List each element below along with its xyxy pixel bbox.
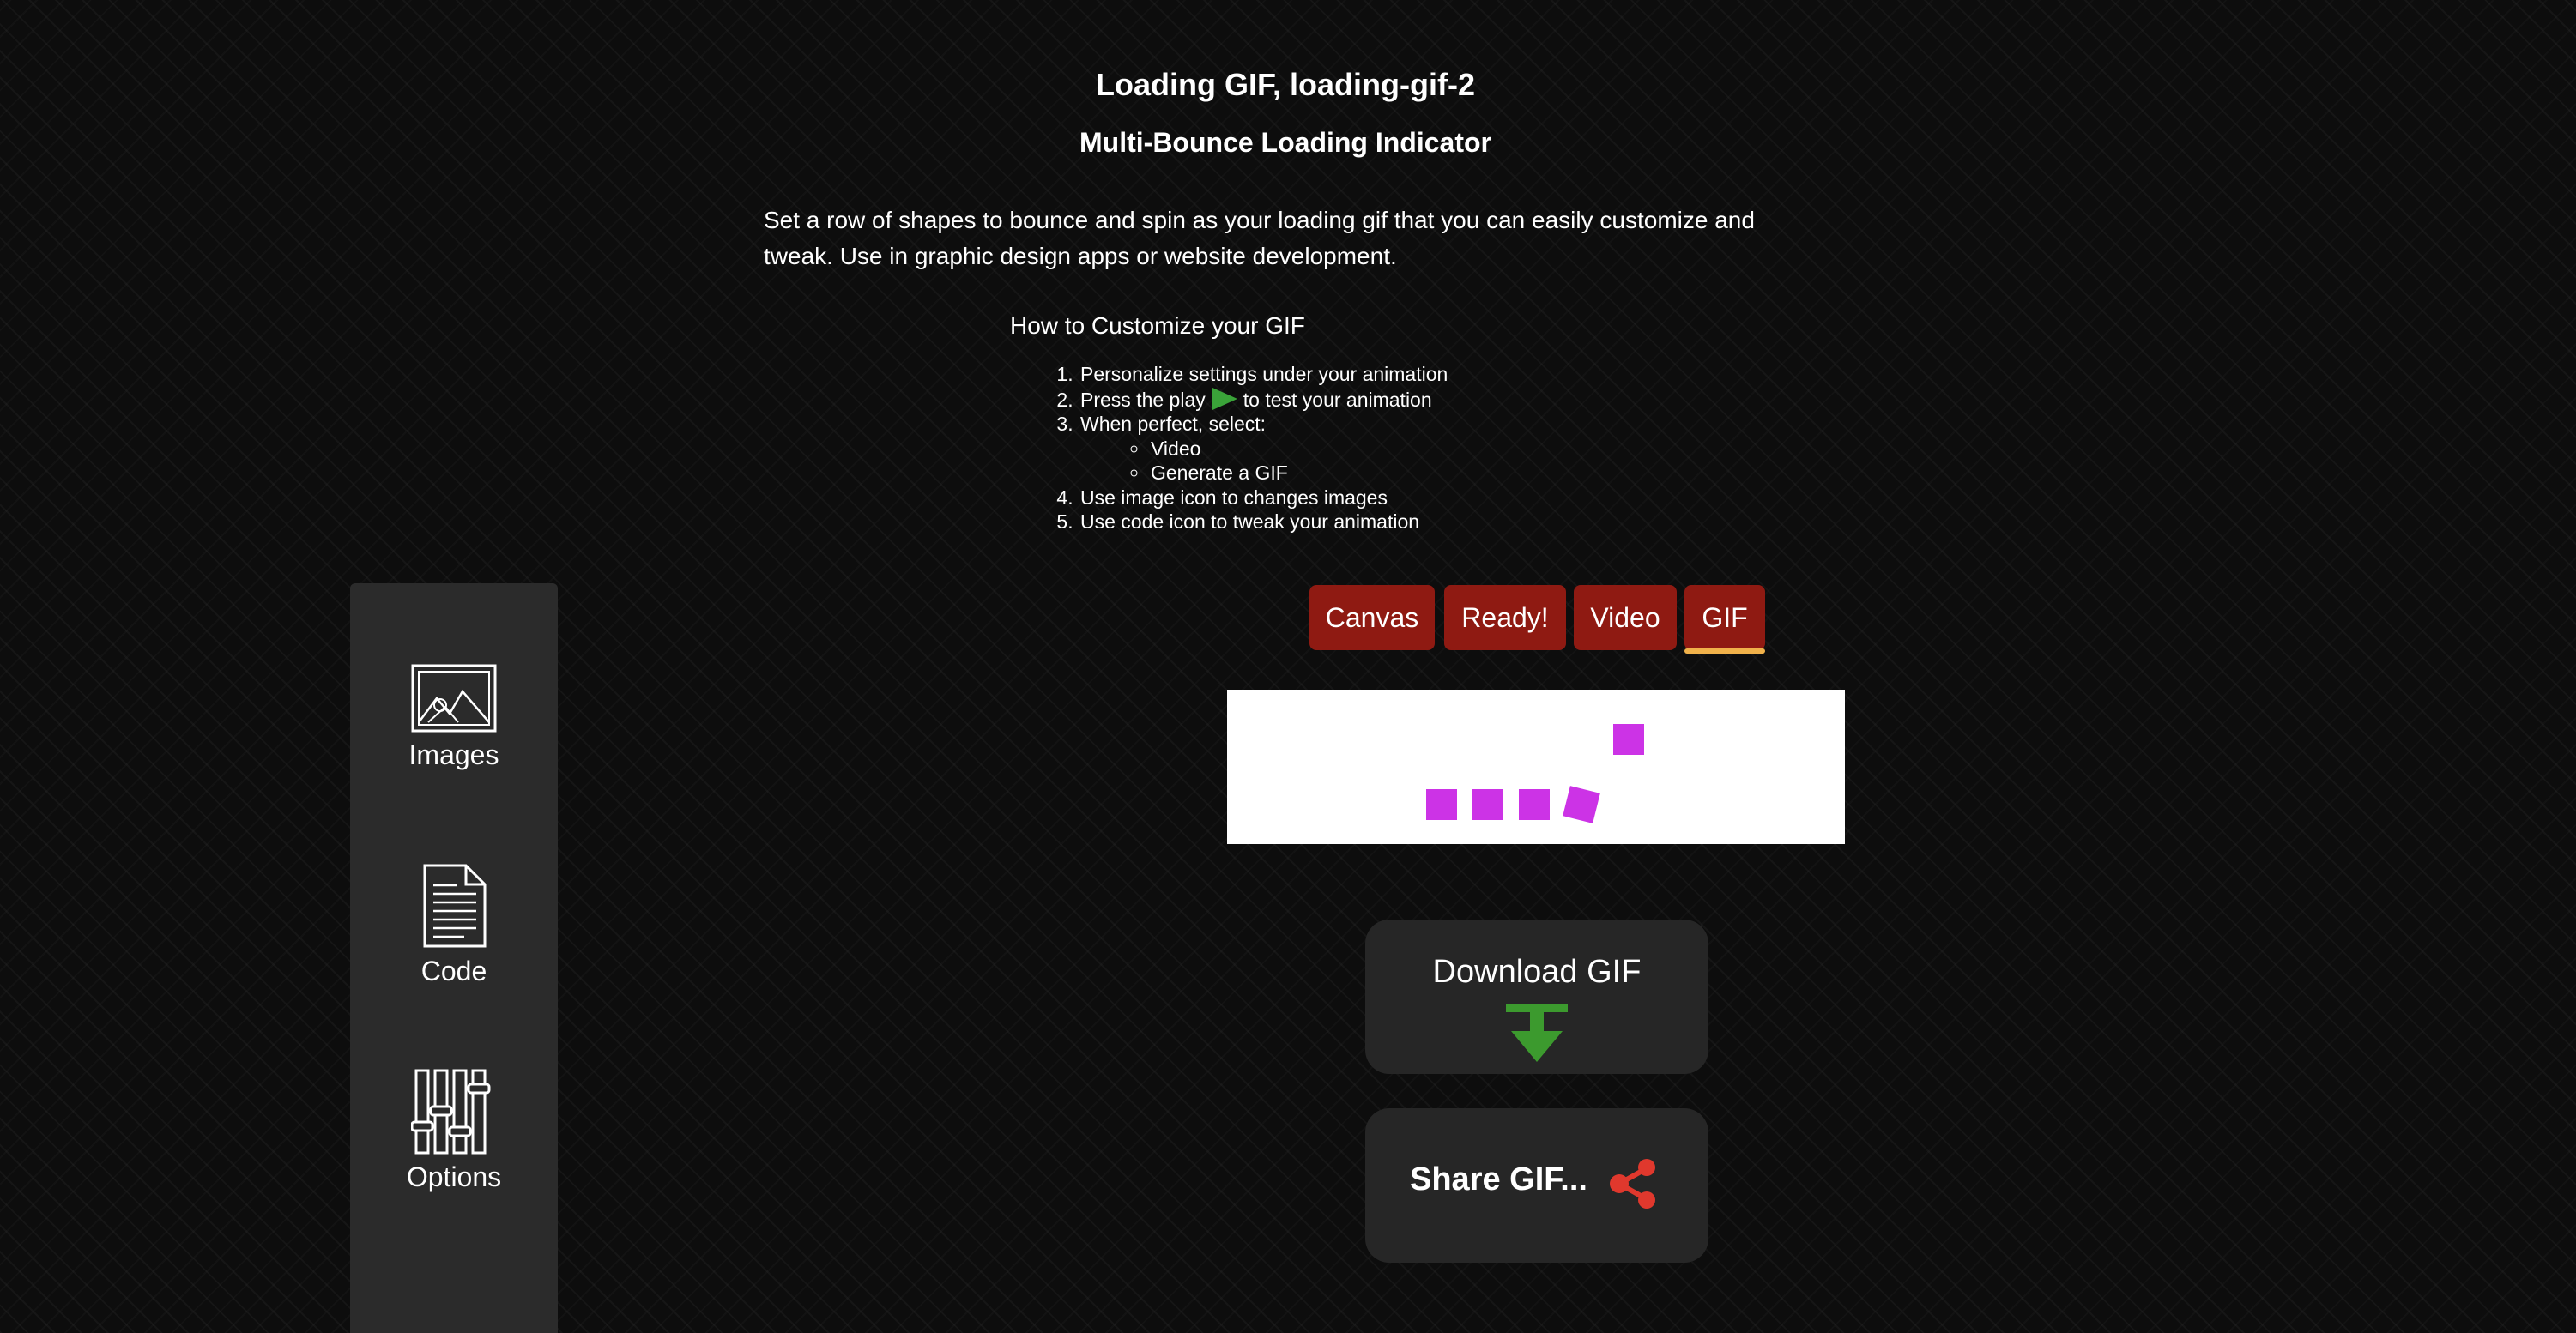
howto-step-5-text: Use code icon to tweak your animation — [1080, 510, 1420, 533]
tab-video[interactable]: Video — [1574, 585, 1677, 650]
howto-step-2-text-before: Press the play — [1080, 388, 1206, 411]
sidebar-item-label: Images — [408, 739, 499, 770]
animation-preview — [1227, 690, 1845, 844]
howto-step-5 — [1079, 510, 1448, 534]
howto-steps-list — [1051, 362, 1448, 534]
howto-step-1-text: Personalize settings under your animation — [1080, 363, 1448, 385]
sidebar-item-code[interactable] — [350, 863, 558, 987]
sliders-icon — [411, 1069, 497, 1155]
share-gif-button[interactable] — [1365, 1108, 1708, 1263]
page-title: Loading GIF, loading-gif-2 — [1096, 67, 1475, 102]
sidebar-item-label: Code — [420, 956, 487, 986]
bounce-square-3 — [1519, 789, 1550, 820]
tab-ready[interactable]: Ready! — [1444, 585, 1566, 650]
howto-step-4 — [1079, 486, 1448, 510]
play-icon — [1211, 387, 1238, 411]
howto-step-3-sublist — [1080, 437, 1448, 486]
howto-step-4-text: Use image icon to changes images — [1080, 486, 1388, 509]
sidebar — [350, 583, 558, 1333]
bounce-square-4 — [1563, 786, 1600, 823]
howto-heading: How to Customize your GIF — [1010, 312, 1305, 339]
sidebar-item-images[interactable] — [350, 664, 558, 771]
sidebar-item-label: Options — [406, 1161, 502, 1192]
tab-canvas[interactable]: Canvas — [1309, 585, 1435, 650]
download-gif-button[interactable] — [1365, 920, 1708, 1074]
share-gif-label: Share GIF... — [1410, 1161, 1587, 1197]
tab-gif[interactable]: GIF — [1684, 585, 1765, 650]
howto-step-2-text-after: to test your animation — [1243, 388, 1432, 411]
bounce-square-1 — [1426, 789, 1457, 820]
download-gif-label: Download GIF — [1432, 954, 1642, 990]
howto-step-2 — [1079, 387, 1448, 413]
bounce-square-5 — [1613, 724, 1644, 755]
image-icon — [411, 664, 497, 733]
howto-step-1 — [1079, 362, 1448, 387]
howto-step-3 — [1079, 412, 1448, 486]
howto-step-3-sub-video: ◦ Video — [1149, 437, 1448, 461]
page-subtitle: Multi-Bounce Loading Indicator — [1079, 127, 1491, 158]
howto-step-3-sub-gif: ◦ Generate a GIF — [1149, 461, 1448, 486]
download-arrow-icon — [1504, 1002, 1569, 1064]
document-icon — [420, 863, 488, 949]
share-icon — [1607, 1158, 1659, 1209]
page-description: Set a row of shapes to bounce and spin as your loading gif that you can easily customize and tweak. Use in graphic design apps or website development. — [764, 207, 1755, 269]
bounce-square-2 — [1472, 789, 1503, 820]
howto-step-3-text: When perfect, select: — [1080, 413, 1267, 435]
sidebar-item-options[interactable] — [350, 1069, 558, 1193]
